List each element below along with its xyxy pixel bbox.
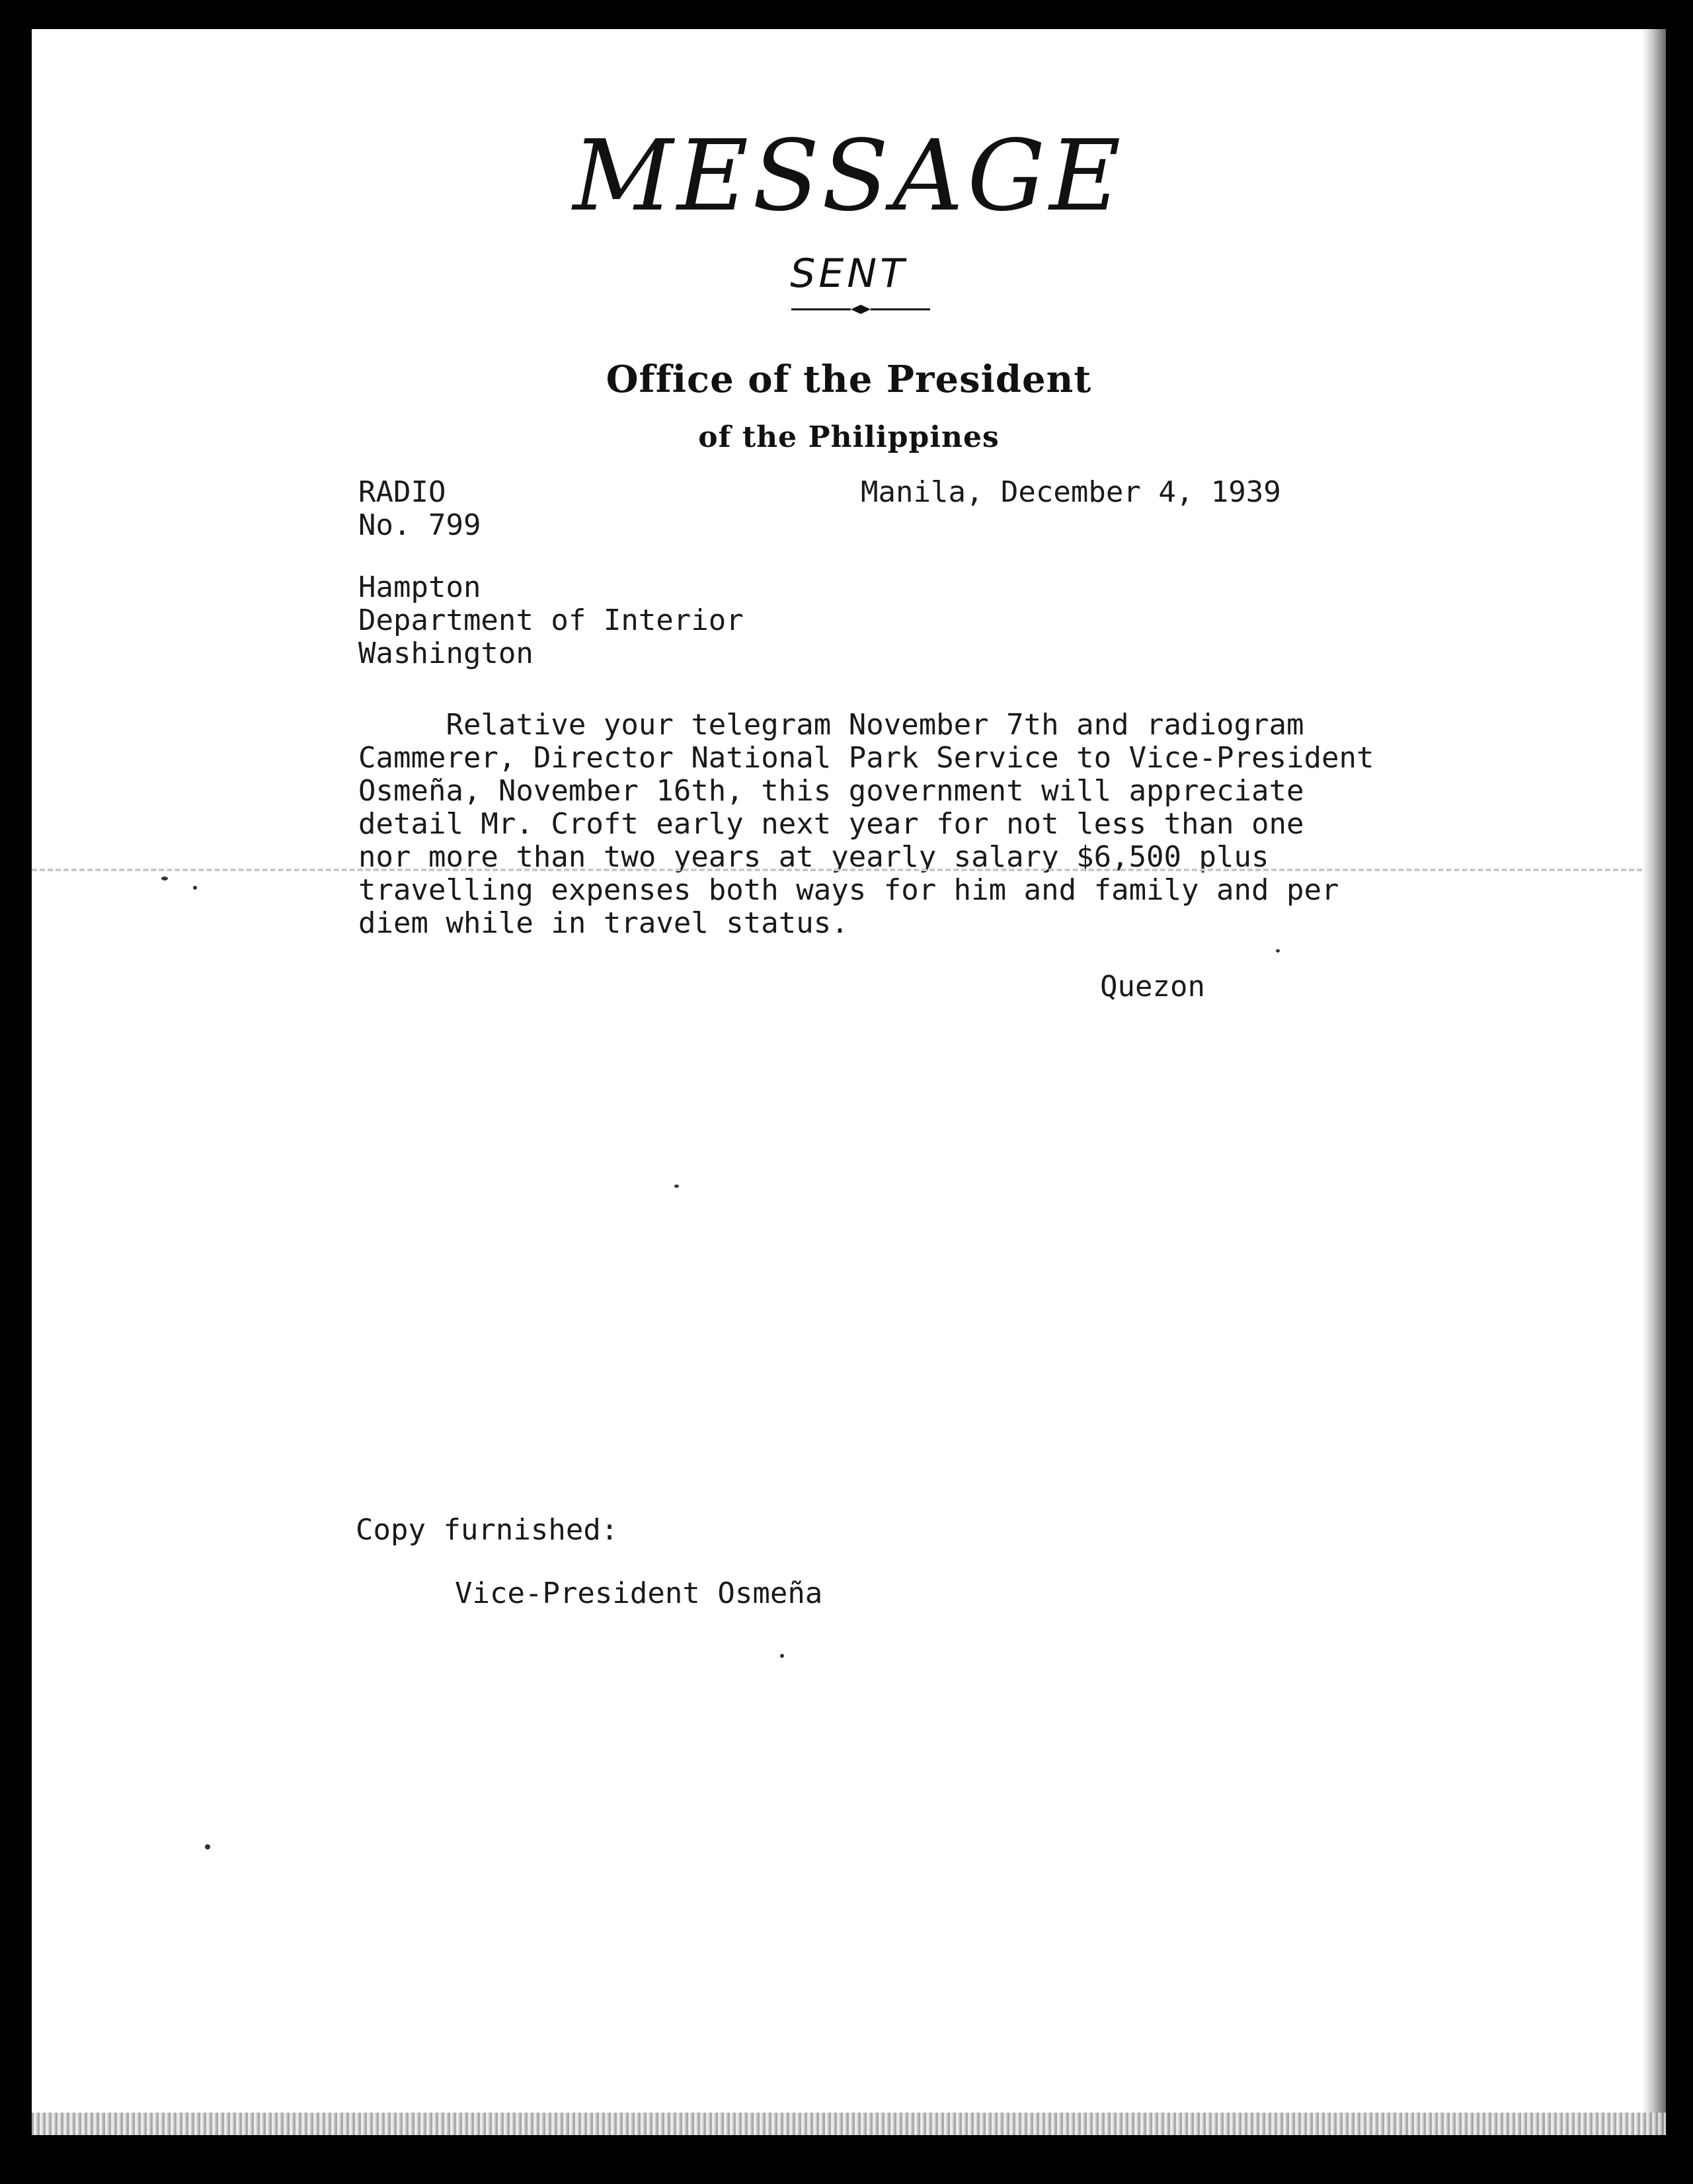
message-reference bbox=[358, 476, 481, 542]
place-date: Manila, December 4, 1939 bbox=[861, 475, 1281, 509]
page-edge-shadow bbox=[1642, 29, 1666, 2135]
body-line: nor more than two years at yearly salary $6,500 plus bbox=[358, 840, 1269, 874]
body-line: Osmeña, November 16th, this government will appreciate bbox=[358, 774, 1304, 808]
body-line: Relative your telegram November 7th and radiogram bbox=[358, 708, 1304, 742]
addressee-block bbox=[358, 571, 744, 670]
page-bottom-edge bbox=[32, 2113, 1666, 2135]
signature: Quezon bbox=[1100, 970, 1205, 1003]
body-line: Cammerer, Director National Park Service to Vice-President bbox=[358, 741, 1374, 775]
copy-recipient: Vice-President Osmeña bbox=[455, 1577, 823, 1610]
addressee-name: Hampton bbox=[358, 570, 481, 604]
fold-crease bbox=[32, 869, 1666, 871]
copy-furnished-label: Copy furnished: bbox=[356, 1513, 619, 1547]
letterhead-subtitle: SENT bbox=[790, 251, 908, 297]
office-name: Office of the President bbox=[606, 358, 1092, 401]
document-page bbox=[32, 29, 1666, 2135]
ornament-divider-icon bbox=[791, 301, 930, 317]
addressee-city: Washington bbox=[358, 637, 533, 670]
body-line: diem while in travel status. bbox=[358, 906, 849, 940]
message-body bbox=[358, 709, 1374, 940]
message-number: No. 799 bbox=[358, 508, 481, 542]
addressee-department: Department of Interior bbox=[358, 604, 744, 637]
office-country: of the Philippines bbox=[698, 420, 1000, 454]
body-line: travelling expenses both ways for him and family and per bbox=[358, 873, 1339, 907]
message-type: RADIO bbox=[358, 475, 446, 509]
letterhead-title: MESSAGE bbox=[572, 119, 1125, 233]
body-line: detail Mr. Croft early next year for not less than one bbox=[358, 807, 1304, 841]
